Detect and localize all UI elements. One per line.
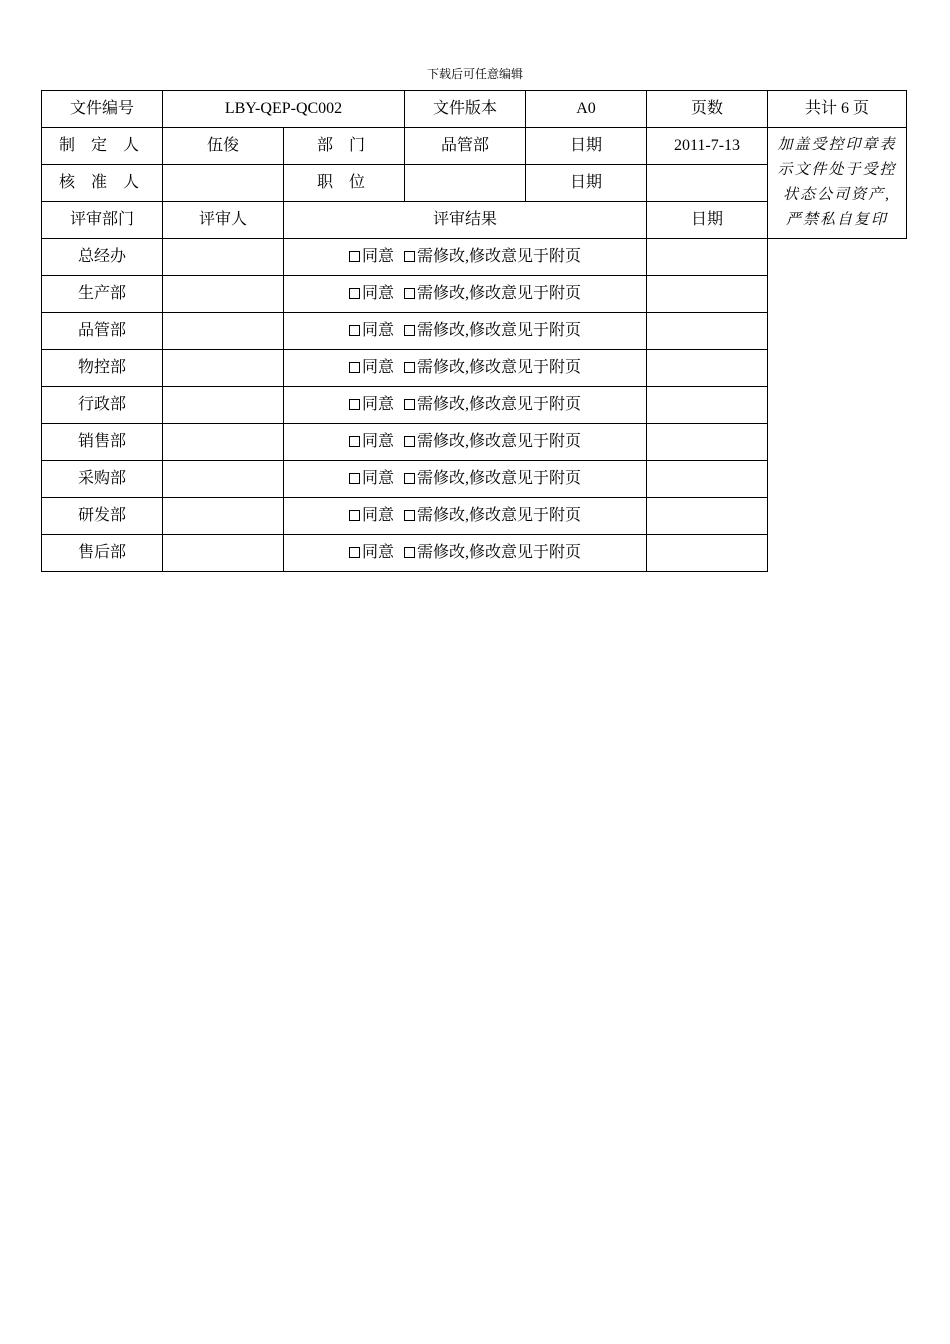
review-date-cell[interactable]: [647, 461, 768, 498]
modify-label: 需修改,修改意见于附页: [417, 322, 582, 339]
review-row: [42, 313, 907, 350]
review-date-cell[interactable]: [647, 535, 768, 572]
review-dept: 物控部: [42, 350, 163, 387]
review-date-cell[interactable]: [647, 424, 768, 461]
modify-checkbox[interactable]: [404, 473, 415, 484]
maker-label: 制 定 人: [42, 128, 163, 165]
modify-checkbox[interactable]: [404, 547, 415, 558]
review-date-cell[interactable]: [647, 239, 768, 276]
agree-checkbox[interactable]: [349, 473, 360, 484]
agree-checkbox[interactable]: [349, 288, 360, 299]
review-row: [42, 498, 907, 535]
review-dept: 总经办: [42, 239, 163, 276]
review-row: [42, 276, 907, 313]
position-value: [405, 165, 526, 202]
review-row: [42, 350, 907, 387]
modify-label: 需修改,修改意见于附页: [417, 248, 582, 265]
review-result-cell: [284, 387, 647, 424]
reviewer-cell[interactable]: [163, 424, 284, 461]
review-dept-header: 评审部门: [42, 202, 163, 239]
modify-checkbox[interactable]: [404, 399, 415, 410]
review-dept: 销售部: [42, 424, 163, 461]
review-date-cell[interactable]: [647, 276, 768, 313]
review-result-cell: [284, 276, 647, 313]
position-label: 职 位: [284, 165, 405, 202]
review-dept: 研发部: [42, 498, 163, 535]
modify-label: 需修改,修改意见于附页: [417, 470, 582, 487]
modify-label: 需修改,修改意见于附页: [417, 396, 582, 413]
file-no-value: LBY-QEP-QC002: [163, 91, 405, 128]
modify-checkbox[interactable]: [404, 288, 415, 299]
review-result-cell: [284, 461, 647, 498]
agree-checkbox[interactable]: [349, 547, 360, 558]
review-dept: 售后部: [42, 535, 163, 572]
review-rows: [42, 239, 907, 572]
modify-label: 需修改,修改意见于附页: [417, 507, 582, 524]
reviewer-cell[interactable]: [163, 313, 284, 350]
modify-checkbox[interactable]: [404, 362, 415, 373]
review-dept: 生产部: [42, 276, 163, 313]
author-row: [42, 128, 907, 165]
agree-checkbox[interactable]: [349, 325, 360, 336]
agree-label: 同意: [361, 470, 394, 487]
review-row: [42, 461, 907, 498]
agree-label: 同意: [361, 433, 394, 450]
reviewer-cell[interactable]: [163, 535, 284, 572]
dept-value: 品管部: [405, 128, 526, 165]
review-row: [42, 424, 907, 461]
review-result-header: 评审结果: [284, 202, 647, 239]
controlled-stamp-note: 加盖受控印章表示文件处于受控状态公司资产,严禁私自复印: [768, 128, 907, 239]
approver-label: 核 准 人: [42, 165, 163, 202]
review-dept: 行政部: [42, 387, 163, 424]
agree-label: 同意: [361, 359, 394, 376]
reviewer-cell[interactable]: [163, 387, 284, 424]
agree-label: 同意: [361, 507, 394, 524]
modify-label: 需修改,修改意见于附页: [417, 433, 582, 450]
agree-label: 同意: [361, 544, 394, 561]
agree-checkbox[interactable]: [349, 510, 360, 521]
review-dept: 采购部: [42, 461, 163, 498]
agree-checkbox[interactable]: [349, 362, 360, 373]
review-result-cell: [284, 239, 647, 276]
review-form-table: [41, 90, 907, 572]
reviewer-cell[interactable]: [163, 239, 284, 276]
maker-value: 伍俊: [163, 128, 284, 165]
reviewer-cell[interactable]: [163, 461, 284, 498]
author-date-value: 2011-7-13: [647, 128, 768, 165]
approver-date-value: [647, 165, 768, 202]
agree-checkbox[interactable]: [349, 251, 360, 262]
modify-label: 需修改,修改意见于附页: [417, 285, 582, 302]
review-row: [42, 239, 907, 276]
doc-info-row: [42, 91, 907, 128]
agree-checkbox[interactable]: [349, 436, 360, 447]
review-result-cell: [284, 535, 647, 572]
review-row: [42, 535, 907, 572]
review-date-cell[interactable]: [647, 387, 768, 424]
author-date-label: 日期: [526, 128, 647, 165]
page-header-note: 下载后可任意编辑: [426, 67, 523, 81]
file-no-label: 文件编号: [42, 91, 163, 128]
review-date-cell[interactable]: [647, 350, 768, 387]
modify-checkbox[interactable]: [404, 251, 415, 262]
pages-label: 页数: [647, 91, 768, 128]
agree-label: 同意: [361, 322, 394, 339]
review-result-cell: [284, 313, 647, 350]
pages-value: 共计 6 页: [768, 91, 907, 128]
review-result-cell: [284, 498, 647, 535]
review-result-cell: [284, 350, 647, 387]
version-value: A0: [526, 91, 647, 128]
reviewer-cell[interactable]: [163, 276, 284, 313]
reviewer-header: 评审人: [163, 202, 284, 239]
modify-label: 需修改,修改意见于附页: [417, 359, 582, 376]
agree-label: 同意: [361, 248, 394, 265]
agree-checkbox[interactable]: [349, 399, 360, 410]
review-row: [42, 387, 907, 424]
review-dept: 品管部: [42, 313, 163, 350]
agree-label: 同意: [361, 396, 394, 413]
modify-checkbox[interactable]: [404, 325, 415, 336]
modify-checkbox[interactable]: [404, 436, 415, 447]
review-result-cell: [284, 424, 647, 461]
approver-date-label: 日期: [526, 165, 647, 202]
version-label: 文件版本: [405, 91, 526, 128]
dept-label: 部 门: [284, 128, 405, 165]
review-date-header: 日期: [647, 202, 768, 239]
modify-label: 需修改,修改意见于附页: [417, 544, 582, 561]
review-date-cell[interactable]: [647, 498, 768, 535]
modify-checkbox[interactable]: [404, 510, 415, 521]
agree-label: 同意: [361, 285, 394, 302]
reviewer-cell[interactable]: [163, 350, 284, 387]
approver-value: [163, 165, 284, 202]
review-date-cell[interactable]: [647, 313, 768, 350]
reviewer-cell[interactable]: [163, 498, 284, 535]
